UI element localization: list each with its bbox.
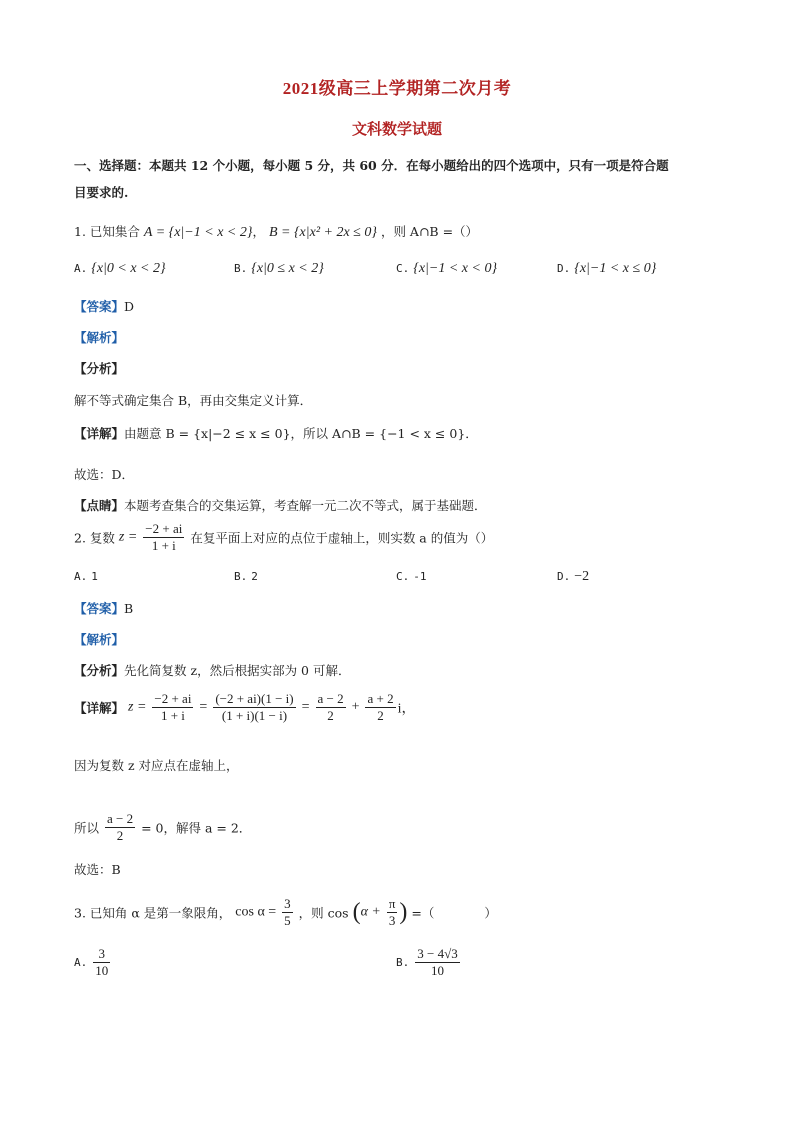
q2-option-b[interactable]: B. 2: [234, 570, 258, 583]
q1-set-a: A = {x|−1 < x < 2}: [143, 225, 253, 240]
exam-subtitle: 文科数学试题: [351, 120, 442, 138]
q1-prefix: 1. 已知集合: [74, 224, 140, 239]
q1-option-a[interactable]: A. {x|0 < x < 2}: [74, 261, 166, 276]
q1-answer: 【答案】D: [74, 299, 135, 314]
section-heading-line1: 一、选择题：本题共 12 个小题，每小题 5 分，共 60 分．在每小题给出的四个选项中，只有一项是符合题: [74, 158, 669, 173]
q2-option-c[interactable]: C. -1: [396, 570, 427, 583]
q1-set-b: B = {x|x² + 2x ≤ 0}: [268, 225, 377, 240]
exam-title: 2021级高三上学期第二次月考: [282, 79, 512, 98]
q3-option-a[interactable]: A. $\frac{3}{10}$: [74, 946, 109, 978]
q1-jiexi-tag: 【解析】: [74, 330, 125, 345]
q1-fenxi-text: 解不等式确定集合 B，再由交集定义计算．: [74, 393, 313, 408]
q2-because: 因为复数 z 对应点在虚轴上，: [74, 758, 239, 773]
q1-fenxi-tag: 【分析】: [74, 361, 125, 376]
q2-suoyi: 所以 $\frac{a - 2}{2}$ = 0，解得 a = 2．: [74, 811, 252, 843]
q2-fenxi: 【分析】先化简复数 z，然后根据实部为 0 可解．: [74, 663, 351, 678]
q1-option-c[interactable]: C. {x|−1 < x < 0}: [396, 261, 498, 276]
question-1-stem: 1. 已知集合 A = {x|−1 < x < 2}， B = {x|x² + 2x ≤ 0} ，则 A∩B =（）: [74, 224, 479, 240]
section-heading-line2: 目要求的.: [74, 185, 129, 200]
question-3-stem: 3. 已知角 α 是第一象限角， cos α = $\frac{3}{5}$ ，则 cos (α + $\frac{\pi}{3}$ ) =（ ）: [74, 896, 497, 928]
q3-option-b[interactable]: B. $\frac{3 - 4√3}{10}$: [396, 946, 458, 978]
q1-xiangjie: 【详解】由题意 B = {x|−2 ≤ x ≤ 0}，所以 A∩B = {−1 < x ≤ 0}．: [74, 426, 478, 441]
q2-step-frac-3: $\frac{a - 2}{2}$: [317, 691, 344, 723]
q2-step-frac-1: $\frac{-2 + ai}{1 + i}$: [154, 691, 192, 723]
q1-guxuan: 故选：D．: [74, 467, 135, 482]
q2-suoyi-frac: $\frac{a - 2}{2}$: [107, 811, 134, 843]
q2-guxuan: 故选：B: [74, 862, 121, 877]
q2-option-a[interactable]: A. 1: [74, 570, 98, 583]
q1-ask: ，则 A∩B =（）: [380, 224, 479, 239]
q2-step-frac-2: $\frac{(-2 + ai)(1 - i)}{(1 + i)(1 - i)}$: [215, 691, 294, 723]
q2-answer: 【答案】B: [74, 601, 134, 616]
q2-step-frac-4: $\frac{a + 2}{2}$: [367, 691, 394, 723]
q1-option-b[interactable]: B. {x|0 ≤ x < 2}: [234, 261, 324, 276]
q3-pi-frac: $\frac{\pi}{3}$: [388, 896, 396, 928]
q3-cos-frac: $\frac{3}{5}$: [284, 896, 291, 928]
q1-option-d[interactable]: D. {x|−1 < x ≤ 0}: [557, 261, 657, 276]
q2-jiexi-tag: 【解析】: [74, 632, 125, 647]
q2-option-d[interactable]: D. −2: [557, 569, 590, 584]
q2-xiangjie: 【详解】 z = $\frac{-2 + ai}{1 + i}$ = $\frac{(-2 + ai)(1 - i)}{(1 + i)(1 - i)}$ = $\frac{a - 2}{2}$ + $\frac{a + 2}{2}$ i，: [74, 691, 416, 723]
q1-dianjing: 【点睛】本题考查集合的交集运算，考查解一元二次不等式，属于基础题．: [74, 498, 487, 513]
question-2-stem: 2. 复数 z = $\frac{-2 + ai}{1 + i}$ 在复平面上对应的点位于虚轴上，则实数 a 的值为（）: [74, 521, 494, 553]
q2-fraction: $\frac{-2 + ai}{1 + i}$: [145, 521, 183, 553]
